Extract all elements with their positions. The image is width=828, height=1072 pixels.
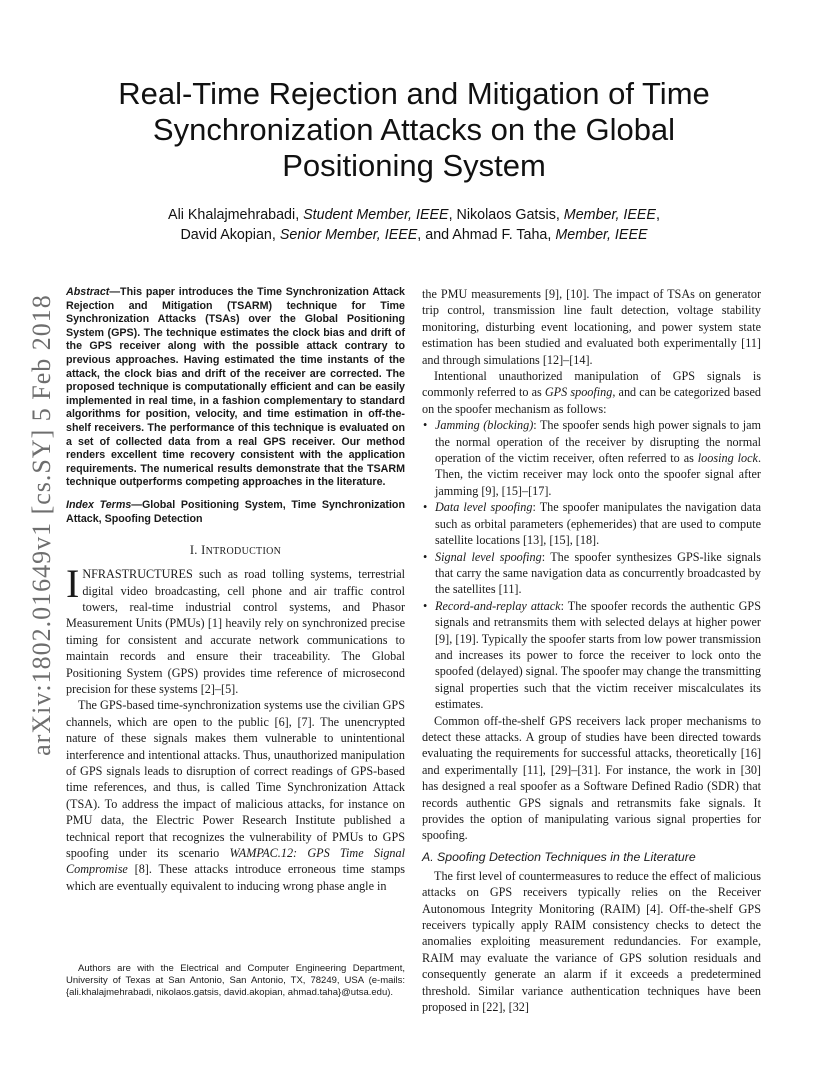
bullet-term: Data level spoofing — [435, 500, 533, 515]
index-terms-text: —Global Positioning System, Time Synchronization Attack, Spoofing Detection — [66, 498, 405, 525]
section-title-rest: NTRODUCTION — [205, 546, 282, 558]
section-heading-introduction — [66, 543, 405, 558]
author-4-role: Member, IEEE — [555, 227, 648, 243]
right-p1-text-b: , and can be categorized based on the spoofer mechanism as follows: — [422, 385, 761, 416]
section-numeral: I. I — [189, 543, 206, 558]
list-item — [422, 417, 761, 499]
bullet-icon: • — [423, 598, 428, 613]
drop-cap: I — [66, 561, 80, 607]
author-sep: , — [655, 207, 660, 223]
intro-paragraph-2 — [66, 697, 405, 894]
author-footnote: Authors are with the Electrical and Computer Engineering Department, University of Texas at San Antonio, San Antonio, TX, 78249, USA (e-mails: {ali.khalajmehrabadi, nikolaos.gatsis, david.akopian, ahmad.taha}@utsa.edu). — [66, 963, 405, 998]
bullet-text: : The spoofer synthesizes GPS-like signals that carry the same navigation data as concurrently broadcasted by the satellites [11]. — [435, 549, 761, 597]
intro-p2-text-b: [8]. These attacks introduce erroneous time stamps which are eventually equivalent to inducing wrong phase angle in — [66, 862, 405, 893]
author-3-name: David Akopian, — [180, 227, 280, 243]
abstract — [66, 286, 405, 490]
right-p1-term: GPS spoofing — [544, 385, 613, 400]
author-4-name: , and Ahmad F. Taha, — [417, 227, 556, 243]
right-paragraph-2: Common off-the-shelf GPS receivers lack proper mechanisms to detect these attacks. A group of studies have been directed towards evaluating the requirements for successful attacks, theoretically [16] and experimentally [11], [29]–[31]. For instance, the work in [30] has designed a real spoofer as a Software Defined Radio (SDR) that records authentic GPS signals and retransmits fake signals. It provides the option of manipulating various signal properties for spoofing. — [422, 713, 761, 843]
paper-title: Real-Time Rejection and Mitigation of Time Synchronization Attacks on the Global Positioning System — [118, 76, 710, 183]
bullet-term: Signal level spoofing — [435, 549, 542, 564]
bullet-term: Record-and-replay attack — [435, 598, 561, 613]
intro-p1-text: NFRASTRUCTURES such as road tolling systems, terrestrial digital video broadcasting, cell phone and air traffic control towers, real-time industrial control systems, and Phasor Measurement Units (PMUs) [1] heavily rely on synchronized precise timing for consistent and accurate network communications to maintain records and ensure their traceability. The Global Positioning System (GPS) provides time reference of microsecond precision for these systems [2]–[5]. — [66, 567, 405, 696]
left-column — [66, 286, 405, 894]
bullet-text: : The spoofer records the authentic GPS signals and retransmits them with selected delays at higher power [9], [19]. Typically the spoofer starts from low power transmission and increases its power to force the receiver to lock onto the spoofed (delayed) signal. The spoofer may change the transmitting signal properties such that the victim receiver miscalculates its estimates. — [435, 598, 761, 712]
author-1-role: Student Member, IEEE — [303, 207, 449, 223]
bullet-icon: • — [423, 549, 428, 564]
bullet-term-2: loosing lock — [697, 451, 758, 466]
author-2-role: Member, IEEE — [563, 207, 656, 223]
author-1-name: Ali Khalajmehrabadi, — [168, 207, 304, 223]
intro-paragraph-1 — [66, 561, 405, 697]
spoofing-categories-list — [422, 417, 761, 712]
author-2-name: , Nikolaos Gatsis, — [448, 207, 564, 223]
list-item — [422, 598, 761, 713]
right-column — [422, 286, 761, 1015]
right-paragraph-1 — [422, 368, 761, 417]
bullet-icon: • — [423, 418, 428, 433]
index-terms — [66, 499, 405, 526]
arxiv-watermark — [20, 295, 64, 755]
author-list — [96, 205, 732, 245]
index-terms-lead: Index Terms — [66, 498, 132, 511]
right-p1-text-a: Intentional unauthorized manipulation of GPS signals is commonly referred to as — [422, 369, 761, 400]
list-item — [422, 549, 761, 598]
bullet-text: : The spoofer sends high power signals to jam the normal operation of the receiver by disrupting the normal operation of the victim receiver, often referred to as — [435, 418, 761, 466]
bullet-text: : The spoofer manipulates the navigation data such as orbital parameters (ephemerides) that are used to compute satellite locations [13], [15], [18]. — [435, 500, 761, 548]
right-paragraph-3: The first level of countermeasures to reduce the effect of malicious attacks on GPS receivers typically relies on the Receiver Autonomous Integrity Monitoring (RAIM) [4]. Off-the-shelf GPS receivers typically apply RAIM consistency checks to detect the anomalies exploiting measurement redundancies. For example, RAIM may evaluate the variance of GPS solution residuals and consequently generate an alarm if it exceeds a predetermined threshold. Similar variance authentication techniques have been proposed in [22], [32] — [422, 868, 761, 1015]
subsection-heading: A. Spoofing Detection Techniques in the Literature — [422, 849, 696, 864]
author-3-role: Senior Member, IEEE — [279, 227, 418, 243]
abstract-text: —This paper introduces the Time Synchronization Attack Rejection and Mitigation (TSARM) technique for Time Synchronization Attacks (TSAs) over the Global Positioning System (GPS). The technique estimates the clock bias and drift of the GPS receiver along with the possible attack contrary to previous approaches. Having estimated the time instants of the attack, the clock bias and drift of the receiver are corrected. The proposed technique is computationally efficient and can be easily implemented in real time, in a fashion complementary to standard algorithms for position, velocity, and time estimation in off-the-shelf receivers. The performance of this technique is evaluated on a set of collected data from a real GPS receiver. Our method renders excellent time recovery consistent with the application requirements. The numerical results demonstrate that the TSARM technique outperforms competing approaches in the literature. — [66, 286, 405, 489]
bullet-text-2: . Then, the victim receiver may lock onto the spoofer signal after jamming [9], [15]–[17]. — [435, 451, 761, 498]
bullet-icon: • — [423, 500, 428, 515]
abstract-lead: Abstract — [66, 286, 110, 298]
bullet-term: Jamming (blocking) — [435, 418, 534, 433]
arxiv-id-text: arXiv:1802.01649v1 [cs.SY] 5 Feb 2018 — [27, 294, 57, 756]
list-item — [422, 499, 761, 548]
right-paragraph-0: the PMU measurements [9], [10]. The impact of TSAs on generator trip control, transmission line fault detection, voltage stability monitoring, disturbing event locationing, and power system state estimation has been studied and evaluated both experimentally [11] and through simulations [12]–[14]. — [422, 287, 761, 367]
intro-p2-scenario: WAMPAC.12: GPS Time Signal Compromise — [66, 846, 405, 877]
intro-p2-text-a: The GPS-based time-synchronization systems use the civilian GPS channels, which are open to the public [6], [7]. The unencrypted nature of these signals makes them vulnerable to unintentional interference and intentional attacks. Thus, unauthorized manipulation of GPS signals leads to disruption of correct readings of GPS-based time references, and thus, is called Time Synchronization Attack (TSA). To address the impact of malicious attacks, for instance on PMU data, the Electric Power Research Institute published a technical report that recognizes the vulnerability of PMUs to GPS spoofing under its scenario — [66, 698, 405, 860]
